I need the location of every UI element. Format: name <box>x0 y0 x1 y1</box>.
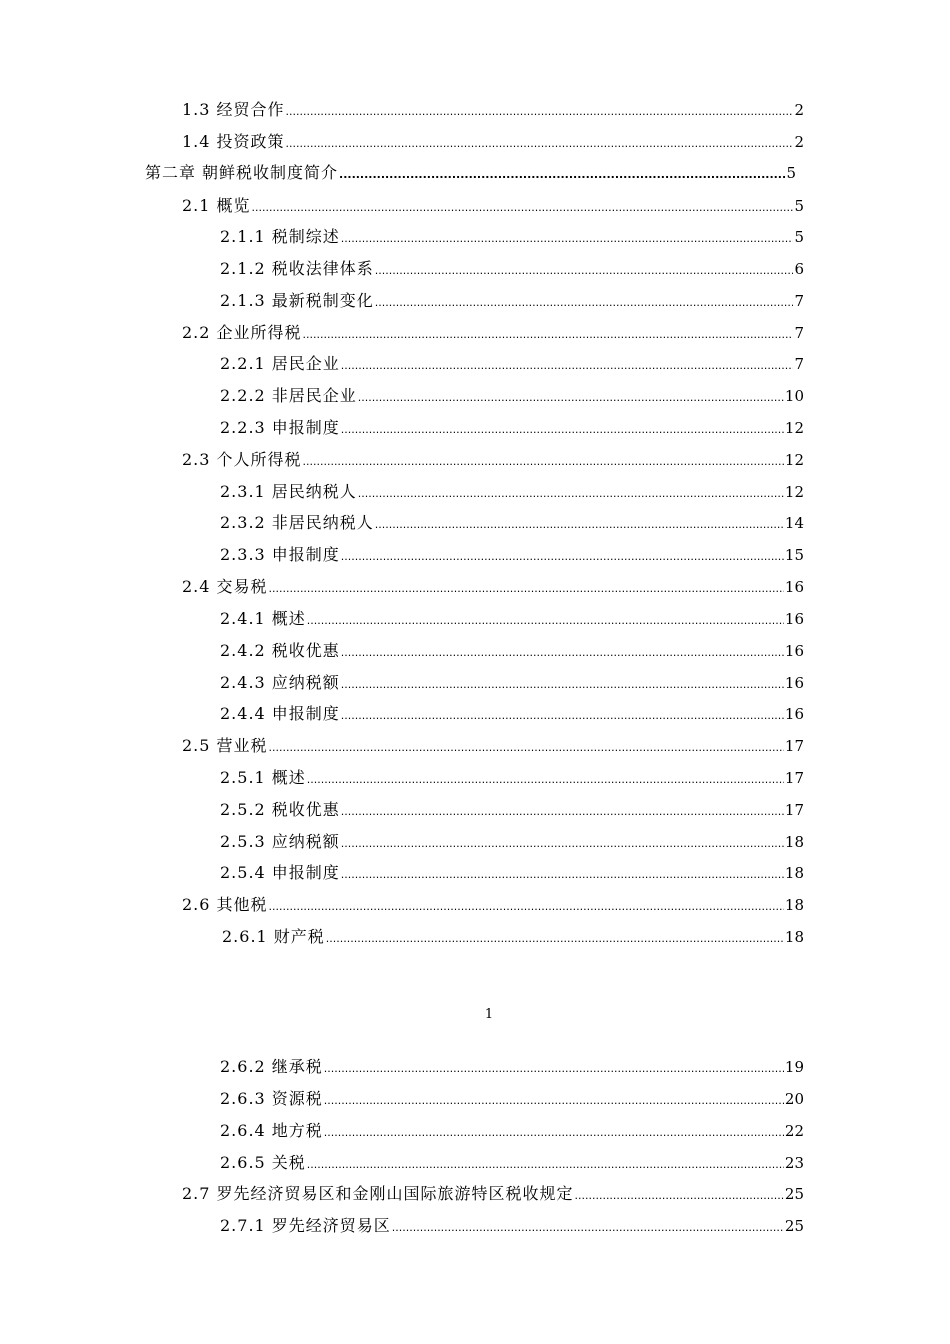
toc-entry-page: 16 <box>784 578 804 596</box>
toc-entry[interactable] <box>220 798 804 822</box>
toc-entry-page: 22 <box>784 1122 804 1140</box>
dot-leader <box>307 609 784 633</box>
toc-entry-title: 应纳税额 <box>271 832 340 851</box>
dot-leader <box>358 386 784 410</box>
toc-entry-title: 朝鲜税收制度简介 <box>202 163 339 182</box>
dot-leader <box>302 323 793 347</box>
toc-entry-title: 概述 <box>271 609 306 628</box>
dot-leader <box>285 132 793 156</box>
toc-entry-number: 2.3.3 <box>220 545 266 564</box>
toc-entry-title: 非居民纳税人 <box>271 513 374 532</box>
toc-entry-number: 1.4 <box>182 132 211 151</box>
dot-leader <box>268 736 783 760</box>
toc-entry-title: 应纳税额 <box>271 673 340 692</box>
toc-entry[interactable] <box>182 321 804 345</box>
dot-leader <box>268 895 783 919</box>
toc-entry-page: 12 <box>784 419 804 437</box>
toc-entry[interactable] <box>220 225 804 249</box>
dot-leader <box>341 863 784 887</box>
toc-entry-title: 投资政策 <box>216 132 285 151</box>
toc-entry-number: 2.5.4 <box>220 863 266 882</box>
toc-entry[interactable] <box>220 639 804 663</box>
toc-entry-page: 18 <box>784 928 804 946</box>
toc-entry-title: 交易税 <box>216 577 268 596</box>
dot-leader <box>324 1089 784 1113</box>
dot-leader <box>324 1057 784 1081</box>
toc-entry[interactable] <box>220 289 804 313</box>
toc-entry-title: 地方税 <box>271 1121 323 1140</box>
dot-leader <box>285 100 793 124</box>
dot-leader <box>302 450 783 474</box>
toc-entry-title: 居民企业 <box>271 354 340 373</box>
toc-entry-number: 2.2.2 <box>220 386 266 405</box>
toc-entry[interactable] <box>220 1087 804 1111</box>
dot-leader <box>251 196 793 220</box>
dot-leader <box>341 545 784 569</box>
dot-leader <box>341 832 784 856</box>
toc-entry-number: 2.6.2 <box>220 1057 266 1076</box>
toc-entry-page: 16 <box>784 642 804 660</box>
toc-entry-title: 关税 <box>271 1153 306 1172</box>
toc-entry-page: 7 <box>794 292 804 310</box>
dot-leader <box>341 704 784 728</box>
toc-entry-page: 17 <box>784 737 804 755</box>
toc-entry-title: 税收优惠 <box>271 641 340 660</box>
toc-entry[interactable] <box>220 416 804 440</box>
dot-leader <box>375 259 794 283</box>
toc-entry-page: 14 <box>784 514 804 532</box>
toc-entry[interactable] <box>182 194 804 218</box>
toc-entry[interactable] <box>182 734 804 758</box>
dot-leader <box>341 641 784 665</box>
dot-leader <box>574 1184 783 1208</box>
toc-entry-title: 申报制度 <box>271 863 340 882</box>
toc-entry-title: 概述 <box>271 768 306 787</box>
toc-entry-page: 2 <box>794 101 804 119</box>
dot-leader <box>375 291 794 315</box>
dot-leader <box>307 768 784 792</box>
toc-entry-number: 2.2.1 <box>220 354 266 373</box>
toc-entry[interactable] <box>220 543 804 567</box>
toc-entry-title: 其他税 <box>216 895 268 914</box>
toc-entry[interactable] <box>182 98 804 122</box>
toc-entry-number: 2.7 <box>182 1184 211 1203</box>
toc-entry-number: 2.4.2 <box>220 641 266 660</box>
toc-entry[interactable] <box>220 257 804 281</box>
toc-entry-number: 2.7.1 <box>220 1216 266 1235</box>
toc-entry-number: 2.6.5 <box>220 1153 266 1172</box>
toc-entry[interactable] <box>182 448 804 472</box>
toc-entry-number: 2.1.3 <box>220 291 266 310</box>
toc-entry-title: 申报制度 <box>271 418 340 437</box>
toc-entry-page: 5 <box>786 164 796 182</box>
toc-entry-title: 财产税 <box>273 927 325 946</box>
toc-entry[interactable] <box>220 384 804 408</box>
dot-leader <box>341 418 784 442</box>
toc-entry-page: 18 <box>784 833 804 851</box>
toc-entry-number: 2.3.1 <box>220 482 266 501</box>
toc-entry[interactable] <box>182 575 804 599</box>
toc-entry[interactable] <box>220 607 804 631</box>
toc-entry-page: 17 <box>784 801 804 819</box>
dot-leader <box>307 1153 784 1177</box>
toc-entry-title: 继承税 <box>271 1057 323 1076</box>
page-number: 1 <box>484 1007 494 1022</box>
toc-entry-number: 2.1.2 <box>220 259 266 278</box>
toc-entry-number: 2.6.1 <box>222 927 268 946</box>
toc-entry[interactable] <box>220 511 804 535</box>
toc-entry-page: 12 <box>784 483 804 501</box>
toc-entry[interactable] <box>220 480 804 504</box>
toc-entry-page: 7 <box>794 355 804 373</box>
toc-entry-title: 税制综述 <box>271 227 340 246</box>
dot-leader <box>392 1216 784 1240</box>
dot-leader <box>375 513 784 537</box>
toc-entry-page: 6 <box>794 260 804 278</box>
toc-entry-title: 最新税制变化 <box>271 291 374 310</box>
toc-entry-page: 18 <box>784 896 804 914</box>
dot-leader <box>339 163 785 187</box>
toc-entry-number: 2.6.3 <box>220 1089 266 1108</box>
dot-leader <box>324 1121 784 1145</box>
toc-entry-page: 25 <box>784 1217 804 1235</box>
toc-entry[interactable] <box>182 1182 804 1206</box>
toc-entry-title: 申报制度 <box>271 704 340 723</box>
toc-entry-number: 2.6.4 <box>220 1121 266 1140</box>
toc-entry-title: 经贸合作 <box>216 100 285 119</box>
toc-entry-title: 企业所得税 <box>216 323 302 342</box>
toc-entry-title: 个人所得税 <box>216 450 302 469</box>
toc-entry-page: 10 <box>784 387 804 405</box>
toc-entry-number: 2.4 <box>182 577 211 596</box>
toc-entry[interactable] <box>220 861 804 885</box>
toc-entry-page: 5 <box>794 228 804 246</box>
toc-entry-number: 2.5.2 <box>220 800 266 819</box>
toc-entry-page: 17 <box>784 769 804 787</box>
toc-entry-number: 2.5.3 <box>220 832 266 851</box>
toc-entry-page: 20 <box>784 1090 804 1108</box>
toc-entry-number: 2.3 <box>182 450 211 469</box>
dot-leader <box>268 577 783 601</box>
toc-entry-number: 2.5.1 <box>220 768 266 787</box>
dot-leader <box>341 673 784 697</box>
toc-entry[interactable] <box>220 830 804 854</box>
dot-leader <box>341 800 784 824</box>
toc-entry[interactable] <box>182 893 804 917</box>
toc-entry-page: 19 <box>784 1058 804 1076</box>
toc-entry-page: 15 <box>784 546 804 564</box>
toc-entry-page: 25 <box>784 1185 804 1203</box>
toc-entry-page: 5 <box>794 197 804 215</box>
toc-entry-page: 12 <box>784 451 804 469</box>
toc-entry-page: 2 <box>794 133 804 151</box>
toc-entry-title: 居民纳税人 <box>271 482 357 501</box>
toc-entry-number: 2.4.3 <box>220 673 266 692</box>
toc-entry-number: 2.1.1 <box>220 227 266 246</box>
toc-entry-page: 7 <box>794 324 804 342</box>
dot-leader <box>358 482 784 506</box>
toc-entry-title: 营业税 <box>216 736 268 755</box>
dot-leader <box>326 927 784 951</box>
toc-entry[interactable] <box>220 1119 804 1143</box>
toc-entry-number: 第二章 <box>145 163 197 182</box>
toc-entry-number: 2.4.4 <box>220 704 266 723</box>
dot-leader <box>341 354 794 378</box>
toc-entry-page: 16 <box>784 705 804 723</box>
toc-entry[interactable] <box>220 352 804 376</box>
toc-entry-number: 1.3 <box>182 100 211 119</box>
toc-entry-title: 申报制度 <box>271 545 340 564</box>
toc-entry-number: 2.6 <box>182 895 211 914</box>
toc-entry[interactable] <box>220 1055 804 1079</box>
toc-entry-number: 2.5 <box>182 736 211 755</box>
toc-entry-title: 概览 <box>216 196 251 215</box>
toc-entry-number: 2.3.2 <box>220 513 266 532</box>
toc-entry-title: 资源税 <box>271 1089 323 1108</box>
toc-entry[interactable] <box>220 671 804 695</box>
toc-entry-title: 税收优惠 <box>271 800 340 819</box>
toc-entry-page: 16 <box>784 674 804 692</box>
toc-entry-title: 非居民企业 <box>271 386 357 405</box>
toc-entry-page: 18 <box>784 864 804 882</box>
toc-entry-number: 2.2 <box>182 323 211 342</box>
toc-entry-title: 罗先经济贸易区 <box>271 1216 391 1235</box>
toc-entry-title: 罗先经济贸易区和金刚山国际旅游特区税收规定 <box>216 1184 574 1203</box>
toc-entry[interactable] <box>220 1214 804 1238</box>
toc-entry[interactable] <box>222 925 804 949</box>
toc-entry-page: 16 <box>784 610 804 628</box>
toc-entry-page: 23 <box>784 1154 804 1172</box>
toc-entry[interactable] <box>220 766 804 790</box>
dot-leader <box>341 227 794 251</box>
toc-entry[interactable] <box>220 1151 804 1175</box>
toc-entry[interactable] <box>220 702 804 726</box>
toc-chapter-entry[interactable] <box>145 161 796 185</box>
toc-entry-number: 2.2.3 <box>220 418 266 437</box>
toc-entry-title: 税收法律体系 <box>271 259 374 278</box>
toc-entry-number: 2.1 <box>182 196 211 215</box>
toc-entry-number: 2.4.1 <box>220 609 266 628</box>
toc-entry[interactable] <box>182 130 804 154</box>
